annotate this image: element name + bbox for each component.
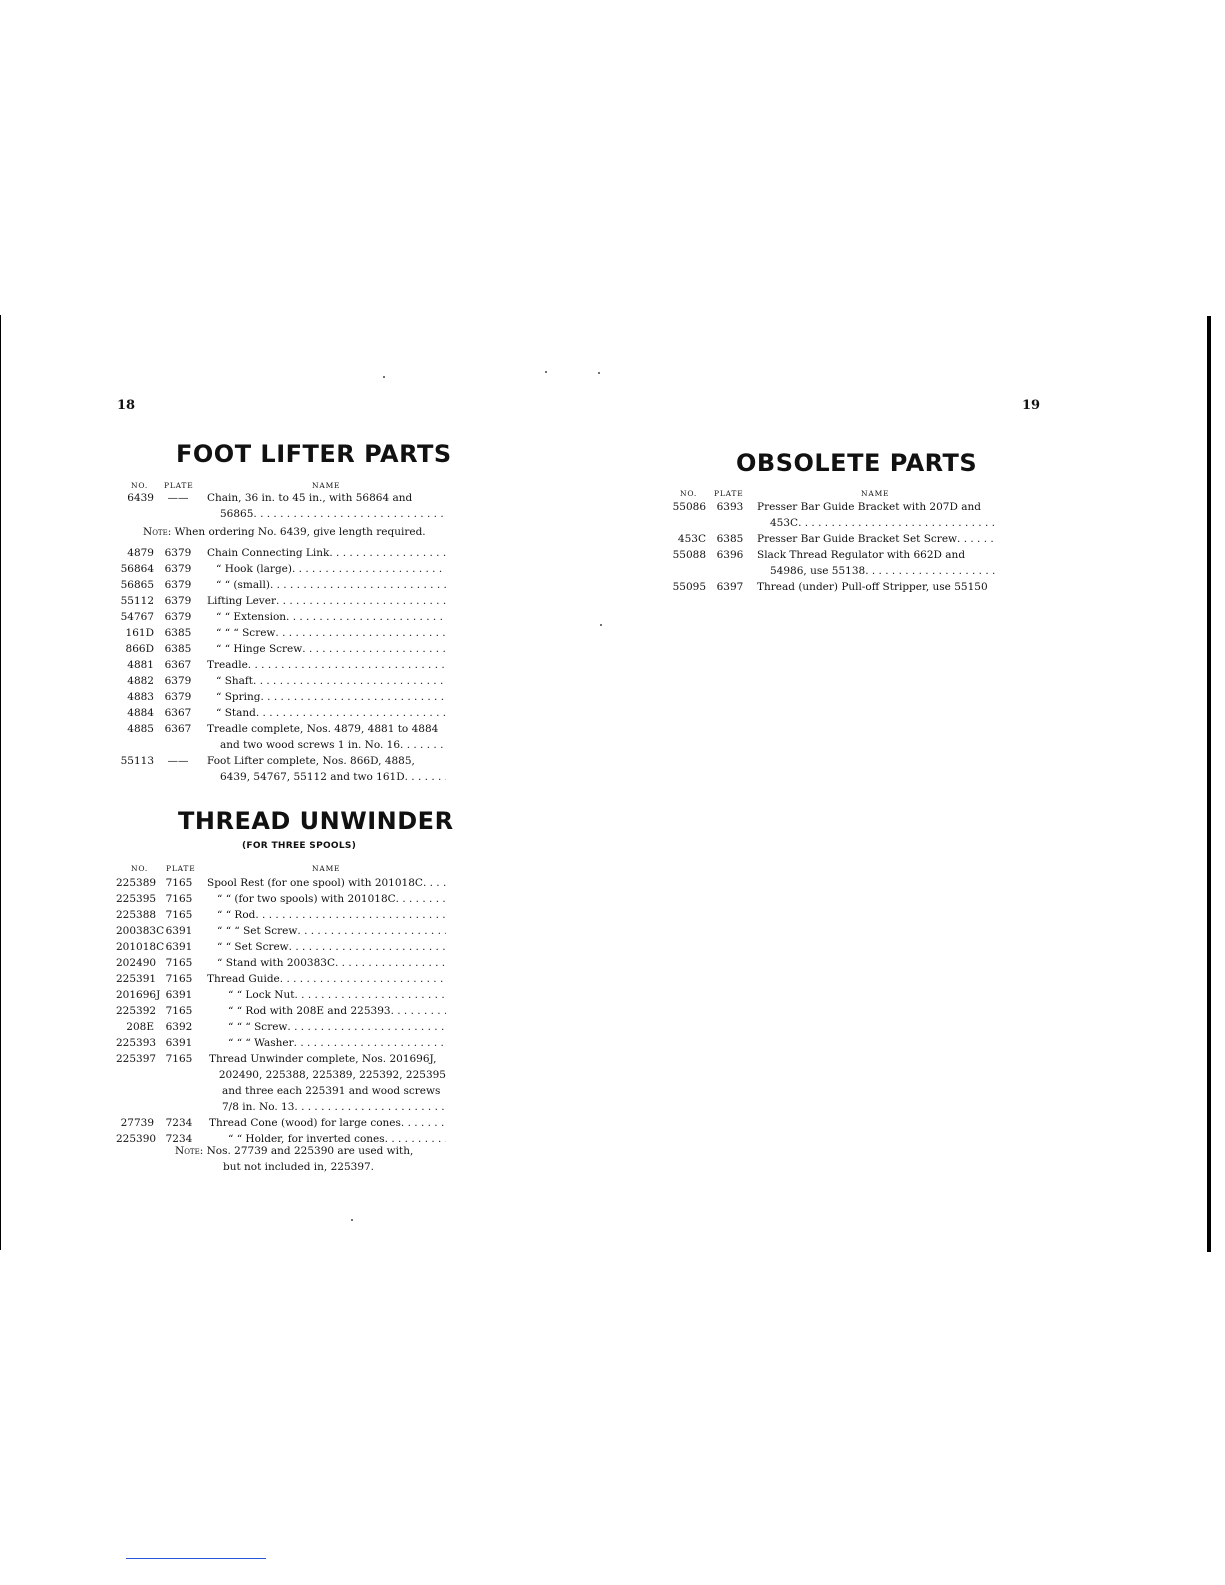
scan-speck [383,376,385,378]
part-no: 4882 [127,675,154,687]
thread-unwinder-subtitle: (FOR THREE SPOOLS) [242,841,357,851]
leader-dots [255,907,446,923]
plate-no: 6379 [164,611,192,623]
col-head-plate: PLATE [714,489,744,498]
obsolete-table [670,499,998,595]
thread-unwinder-table [116,875,446,1147]
note-label: Note: [143,526,172,538]
part-name-cont: 54986, use 55138 [770,565,866,577]
table-row [118,721,446,737]
table-row [116,1035,446,1051]
part-no: 453C [677,533,706,545]
part-name: Slack Thread Regulator with 662D and [757,549,966,561]
plate-no: 7234 [165,1133,193,1145]
part-name: Presser Bar Guide Bracket with 207D and [757,501,981,513]
part-name: “ “ Hinge Screw [216,643,303,655]
plate-no: 6379 [164,675,192,687]
leader-dots [292,561,446,577]
part-name: Thread Unwinder complete, Nos. 201696J, [209,1053,437,1065]
part-no: 55086 [672,501,706,513]
part-name: “ “ “ Screw [216,627,276,639]
part-no: 225393 [116,1037,157,1049]
part-name: “ “ “ Set Screw [217,925,298,937]
part-no: 201018C [116,941,165,953]
table-row [116,907,446,923]
part-name: “ “ Rod with 208E and 225393 [228,1005,391,1017]
leader-dots [329,545,446,561]
plate-no: 6379 [164,691,192,703]
part-no: 55095 [672,581,706,593]
table-row [118,753,446,769]
table-row [116,875,446,891]
plate-no: 7234 [165,1117,193,1129]
plate-no: 6391 [165,989,193,1001]
leader-dots [294,1035,446,1051]
table-row [118,641,446,657]
part-no: 225390 [116,1133,157,1145]
part-no: 225392 [116,1005,157,1017]
part-name: “ Stand [216,707,256,719]
thread-unwinder-note [175,1143,413,1159]
plate-no: 6385 [164,627,192,639]
col-head-no: NO. [131,864,149,873]
foot-lifter-title: FOOT LIFTER PARTS [176,440,452,468]
part-name: Spool Rest (for one spool) with 201018C [207,877,423,889]
part-no: 55113 [120,755,154,767]
part-no: 202490 [116,957,157,969]
part-no: 866D [125,643,154,655]
part-no: 225395 [116,893,157,905]
plate-no: 6393 [716,501,744,513]
table-row [670,579,998,595]
leader-dots [275,625,446,641]
plate-no: 7165 [165,1053,193,1065]
table-row [116,1003,446,1019]
plate-no: 6367 [164,723,192,735]
leader-dots [423,875,446,891]
part-name: “ “ (for two spools) with 201018C [217,893,396,905]
leader-dots [289,939,446,955]
part-name-cont: 453C [770,517,799,529]
leader-dots [248,657,446,673]
leader-dots [280,971,446,987]
plate-no: —— [167,492,189,504]
table-row-cont [118,769,446,785]
table-row [118,609,446,625]
part-no: 56865 [120,579,154,591]
table-row [116,891,446,907]
plate-no: 7165 [165,957,193,969]
note-label: Note: [175,1145,204,1157]
plate-no: 6391 [165,941,193,953]
part-name: Treadle complete, Nos. 4879, 4881 to 4884 [207,723,439,735]
table-row [118,657,446,673]
part-no: 27739 [120,1117,154,1129]
part-name-cont: 56865 [220,508,254,520]
part-no: 55088 [672,549,706,561]
part-no: 4883 [127,691,154,703]
table-row [116,1051,446,1067]
table-row-cont [116,1067,446,1083]
foot-lifter-note [143,524,426,540]
obsolete-title: OBSOLETE PARTS [736,449,978,477]
part-name-cont: and three each 225391 and wood screws [222,1085,441,1097]
page-number-right: 19 [1022,398,1041,413]
leader-dots [270,577,446,593]
part-name: “ “ “ Washer [228,1037,294,1049]
part-name: Foot Lifter complete, Nos. 866D, 4885, [207,755,415,767]
table-row [670,499,998,515]
foot-lifter-first-row [118,490,446,522]
table-row [118,705,446,721]
plate-no: 6392 [165,1021,193,1033]
plate-no: 6379 [164,579,192,591]
table-row [116,971,446,987]
part-name: “ Stand with 200383C [217,957,335,969]
part-name: Chain, 36 in. to 45 in., with 56864 and [207,492,413,504]
plate-no: 6391 [165,925,193,937]
thread-unwinder-title: THREAD UNWINDER [178,807,454,835]
leader-dots [253,506,446,522]
table-row [116,987,446,1003]
table-row [670,531,998,547]
table-row [118,577,446,593]
part-no: 54767 [120,611,154,623]
scan-speck [598,372,600,374]
part-no: 161D [125,627,154,639]
part-no: 225389 [116,877,157,889]
part-no: 200383C [116,925,165,937]
leader-dots [302,641,446,657]
part-name-cont: 202490, 225388, 225389, 225392, 225395 [218,1069,446,1081]
part-name: “ “ Rod [217,909,256,921]
table-row [118,625,446,641]
part-no: 4885 [127,723,154,735]
part-name: Chain Connecting Link [207,547,330,559]
part-name-cont: 6439, 54767, 55112 and two 161D [220,771,405,783]
part-no: 6439 [127,492,154,504]
part-no: 225391 [116,973,157,985]
col-head-plate: PLATE [166,864,196,873]
leader-dots [294,987,446,1003]
leader-dots [276,593,446,609]
leader-dots [865,563,998,579]
table-row [116,939,446,955]
part-name: “ “ Lock Nut [228,989,295,1001]
col-head-name: NAME [861,489,890,498]
table-row-cont [118,737,446,753]
col-head-name: NAME [312,481,341,490]
part-name: “ “ Holder, for inverted cones [228,1133,385,1145]
table-row-cont [116,1083,446,1099]
part-name: “ “ Extension [216,611,287,623]
table-row [118,593,446,609]
col-head-plate: PLATE [164,481,194,490]
plate-no: 6367 [164,707,192,719]
leader-dots [957,531,998,547]
plate-no: 6367 [164,659,192,671]
table-row [118,561,446,577]
note-text: When ordering No. 6439, give length required. [171,526,426,538]
plate-no: 7165 [165,877,193,889]
plate-no: 7165 [165,973,193,985]
part-name-cont: 7/8 in. No. 13 [222,1101,295,1113]
part-no: 4879 [127,547,154,559]
table-row [116,923,446,939]
part-name-cont: and two wood screws 1 in. No. 16 [220,739,401,751]
part-no: 225397 [116,1053,157,1065]
leader-dots [405,769,446,785]
scan-speck [600,624,602,626]
part-no: 55112 [120,595,154,607]
leader-dots [294,1099,446,1115]
plate-no: 6379 [164,595,192,607]
part-name: “ “ “ Screw [228,1021,288,1033]
table-row [118,689,446,705]
part-name: Thread (under) Pull-off Stripper, use 55150 [757,581,988,593]
leader-dots [260,689,446,705]
leader-dots [335,955,446,971]
scan-speck [545,371,547,373]
col-head-name: NAME [312,864,341,873]
leader-dots [287,1019,446,1035]
leader-dots [400,737,446,753]
plate-no: 6385 [716,533,744,545]
foot-lifter-table [118,545,446,785]
left-page-edge [0,315,1,1250]
note-text: Nos. 27739 and 225390 are used with, [203,1145,414,1157]
table-row [116,1019,446,1035]
plate-no: —— [167,755,189,767]
plate-no: 6379 [164,547,192,559]
leader-dots [256,705,446,721]
plate-no: 6379 [164,563,192,575]
page-number-left: 18 [117,398,136,413]
thread-unwinder-note-cont: but not included in, 225397. [223,1161,375,1173]
leader-dots [253,673,446,689]
part-name: “ Shaft [216,675,254,687]
part-name: “ “ (small) [216,579,270,591]
part-no: 225388 [116,909,157,921]
leader-dots [286,609,446,625]
part-name: Thread Guide [207,973,280,985]
plate-no: 6391 [165,1037,193,1049]
part-no: 56864 [120,563,154,575]
table-row [116,1115,446,1131]
table-row-cont [116,1099,446,1115]
col-head-no: NO. [680,489,698,498]
leader-dots [798,515,998,531]
col-head-no: NO. [131,481,149,490]
leader-dots [401,1115,446,1131]
part-name: “ “ Set Screw [217,941,289,953]
leader-dots [391,1003,446,1019]
plate-no: 6396 [716,549,744,561]
right-page-edge [1207,316,1211,1252]
part-name: “ Spring [216,691,261,703]
part-name: Thread Cone (wood) for large cones [209,1117,401,1129]
plate-no: 6397 [716,581,744,593]
part-no: 4884 [127,707,154,719]
part-no: 208E [126,1021,154,1033]
leader-dots [297,923,446,939]
leader-dots [396,891,446,907]
link-underline[interactable] [126,1558,266,1559]
part-name: Presser Bar Guide Bracket Set Screw [757,533,958,545]
table-row [118,673,446,689]
part-name: Lifting Lever [207,595,276,607]
table-row-cont [670,563,998,579]
part-name: “ Hook (large) [216,563,292,575]
table-row [670,547,998,563]
table-row [118,545,446,561]
table-row-cont [670,515,998,531]
plate-no: 7165 [165,1005,193,1017]
plate-no: 6385 [164,643,192,655]
scan-speck [351,1219,353,1221]
part-name: Treadle [207,659,248,671]
table-row [116,955,446,971]
part-no: 201696J [116,989,161,1001]
part-no: 4881 [127,659,154,671]
plate-no: 7165 [165,893,193,905]
plate-no: 7165 [165,909,193,921]
